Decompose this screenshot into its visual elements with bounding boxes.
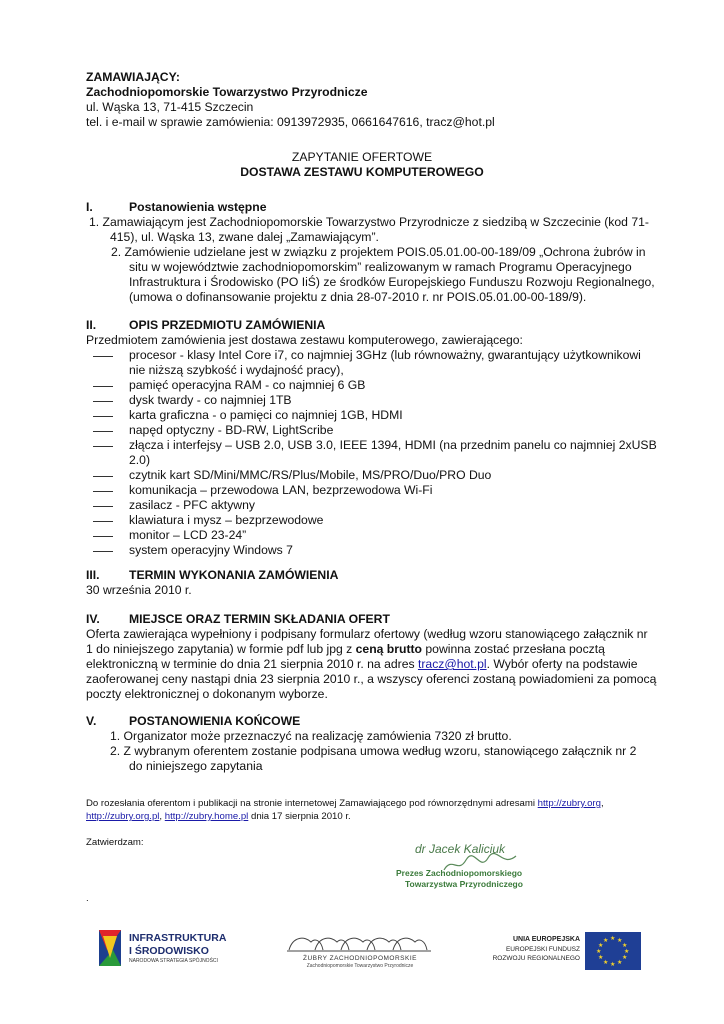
section-4-text <box>86 642 605 657</box>
infrastruktura-logo <box>93 926 228 974</box>
website-link[interactable]: http://zubry.org.pl <box>86 811 160 822</box>
text-run: , <box>600 798 604 809</box>
section-5-item-2-cont: do niniejszego zapytania <box>129 759 263 773</box>
section-1-number: I. <box>86 200 93 214</box>
section-1-item-1: 1. Zamawiającym jest Zachodniopomorskie Towarzystwo Przyrodnicze z siedzibą w Szczecinie (kod 71- <box>89 215 649 229</box>
footer-text <box>86 810 351 823</box>
list-dash <box>93 356 113 357</box>
infrastruktura-tagline: NARODOWA STRATEGIA SPÓJNOŚCI <box>129 958 218 964</box>
signature-role: Prezes Zachodniopomorskiego <box>396 868 523 878</box>
list-dash <box>93 506 113 507</box>
list-dash <box>93 386 113 387</box>
list-item: pamięć operacyjna RAM - co najmniej 6 GB <box>129 378 366 392</box>
signature-org: Towarzystwa Przyrodniczego <box>405 879 523 889</box>
section-4-text: poczty elektronicznej o dokonanym wyborze. <box>86 687 328 701</box>
bison-herd-icon <box>285 928 435 954</box>
text-run: Do rozesłania oferentom i publikacji na stronie internetowej Zamawiającego pod równorzędnymi adresami <box>86 798 538 809</box>
section-5-title: POSTANOWIENIA KOŃCOWE <box>129 714 301 728</box>
list-dash <box>93 476 113 477</box>
eu-title: UNIA EUROPEJSKA <box>512 936 580 943</box>
zubry-logo <box>285 928 435 972</box>
section-1-title: Postanowienia wstępne <box>129 200 267 214</box>
buyer-contact: tel. i e-mail w sprawie zamówienia: 0913972935, 0661647616, tracz@hot.pl <box>86 115 495 129</box>
section-5-number: V. <box>86 714 97 728</box>
approval-label: Zatwierdzam: <box>86 837 144 848</box>
list-item: komunikacja – przewodowa LAN, bezprzewodowa Wi-Fi <box>129 483 433 497</box>
list-item: dysk twardy - co najmniej 1TB <box>129 393 292 407</box>
stray-dot: . <box>86 893 89 904</box>
list-item: system operacyjny Windows 7 <box>129 543 293 557</box>
zubry-title: ŻUBRY ZACHODNIOPOMORSKIE <box>303 955 417 962</box>
list-item: czytnik kart SD/Mini/MMC/RS/Plus/Mobile, MS/PRO/Duo/PRO Duo <box>129 468 492 482</box>
text-run: dnia 17 sierpnia 2010 r. <box>248 811 351 822</box>
list-item-cont: 2.0) <box>129 453 151 467</box>
eu-fund-line2: ROZWOJU REGIONALNEGO <box>492 955 580 962</box>
section-1-item-2-cont: (umowa o dofinansowanie projektu z dnia 28-07-2010 r. nr POIS.05.01.00-00-189/9). <box>129 290 587 304</box>
section-1-item-2-cont: Infrastruktura i Środowisko (PO IiŚ) ze środków Europejskiego Funduszu Rozwoju Regionalnego, <box>129 275 655 289</box>
website-link[interactable]: http://zubry.home.pl <box>164 811 249 822</box>
email-link[interactable]: tracz@hot.pl <box>417 657 487 671</box>
section-3-number: III. <box>86 568 100 582</box>
list-dash <box>93 491 113 492</box>
list-dash <box>93 521 113 522</box>
infrastruktura-subtitle: I ŚRODOWISKO <box>129 945 209 957</box>
section-3-title: TERMIN WYKONANIA ZAMÓWIENIA <box>129 568 339 582</box>
website-link[interactable]: http://zubry.org <box>537 798 601 809</box>
section-5-item-1: 1. Organizator może przeznaczyć na realizację zamówienia 7320 zł brutto. <box>110 729 512 743</box>
buyer-label: ZAMAWIAJĄCY: <box>86 70 180 84</box>
text-run: 1 do niniejszego zapytania) w formie pdf lub jpg z <box>86 642 356 656</box>
text-run: , <box>159 811 165 822</box>
list-item: klawiatura i mysz – bezprzewodowe <box>129 513 324 527</box>
list-dash <box>93 416 113 417</box>
list-item: procesor - klasy Intel Core i7, co najmniej 3GHz (lub równoważny, gwarantujący użytkownikowi <box>129 348 641 362</box>
section-4-number: IV. <box>86 612 100 626</box>
infrastruktura-emblem-icon <box>93 926 125 970</box>
eu-flag-icon: ★ ★ ★ ★ ★ ★ ★ ★ ★ ★ ★ ★ <box>585 932 641 970</box>
zubry-subtitle: Zachodniopomorskie Towarzystwo Przyrodnicze <box>306 963 414 969</box>
list-item: karta graficzna - o pamięci co najmniej 1GB, HDMI <box>129 408 403 422</box>
buyer-address: ul. Wąska 13, 71-415 Szczecin <box>86 100 254 114</box>
section-4-text: zaoferowanej ceny nastąpi dnia 23 sierpnia 2010 r., a wszyscy oferenci zostaną powiadomieni za pomocą <box>86 672 657 686</box>
section-4-title: MIEJSCE ORAZ TERMIN SKŁADANIA OFERT <box>129 612 390 626</box>
section-1-item-2-cont: situ w województwie zachodniopomorskim” realizowanym w ramach Programu Operacyjnego <box>129 260 632 274</box>
section-3-text: 30 września 2010 r. <box>86 583 192 597</box>
doc-title: ZAPYTANIE OFERTOWE <box>291 150 433 164</box>
eu-fund-text-block <box>482 936 582 972</box>
infrastruktura-title: INFRASTRUKTURA <box>129 932 227 944</box>
section-4-text: Oferta zawierająca wypełniony i podpisany formularz ofertowy (według wzoru stanowiącego załącznik nr <box>86 627 648 641</box>
list-item: napęd optyczny - BD-RW, LightScribe <box>129 423 334 437</box>
doc-subtitle: DOSTAWA ZESTAWU KOMPUTEROWEGO <box>240 165 484 179</box>
section-2-number: II. <box>86 318 97 332</box>
section-2-intro: Przedmiotem zamówienia jest dostawa zestawu komputerowego, zawierającego: <box>86 333 523 347</box>
signature-name: dr Jacek Kaliciuk <box>415 842 506 856</box>
text-run: . Wybór oferty na podstawie <box>486 657 638 671</box>
section-1-item-1-cont: 415), ul. Wąska 13, zwane dalej „Zamawiającym”. <box>110 230 379 244</box>
buyer-org: Zachodniopomorskie Towarzystwo Przyrodnicze <box>86 85 368 99</box>
list-item: zasilacz - PFC aktywny <box>129 498 255 512</box>
list-item-cont: nie niższą szybkość i wydajność pracy), <box>129 363 344 377</box>
list-dash <box>93 551 113 552</box>
price-emphasis: ceną brutto <box>355 642 422 656</box>
section-1-item-2: 2. Zamówienie udzielane jest w związku z projektem POIS.05.01.00-00-189/09 „Ochrona żubrów in <box>111 245 646 259</box>
section-4-text <box>86 657 638 672</box>
list-dash <box>93 401 113 402</box>
text-run: powinna zostać przesłana pocztą <box>422 642 605 656</box>
eu-fund-line1: EUROPEJSKI FUNDUSZ <box>505 946 580 953</box>
list-dash <box>93 536 113 537</box>
text-run: elektroniczną w terminie do dnia 21 sierpnia 2010 r. na adres <box>86 657 418 671</box>
list-item: złącza i interfejsy – USB 2.0, USB 3.0, IEEE 1394, HDMI (na przednim panelu co najmniej 2xUSB <box>129 438 657 452</box>
section-2-title: OPIS PRZEDMIOTU ZAMÓWIENIA <box>129 318 326 332</box>
list-item: monitor – LCD 23-24” <box>129 528 247 542</box>
list-dash <box>93 431 113 432</box>
section-5-item-2: 2. Z wybranym oferentem zostanie podpisana umowa według wzoru, stanowiącego załącznik nr 2 <box>110 744 637 758</box>
footer-text <box>86 797 604 810</box>
list-dash <box>93 446 113 447</box>
